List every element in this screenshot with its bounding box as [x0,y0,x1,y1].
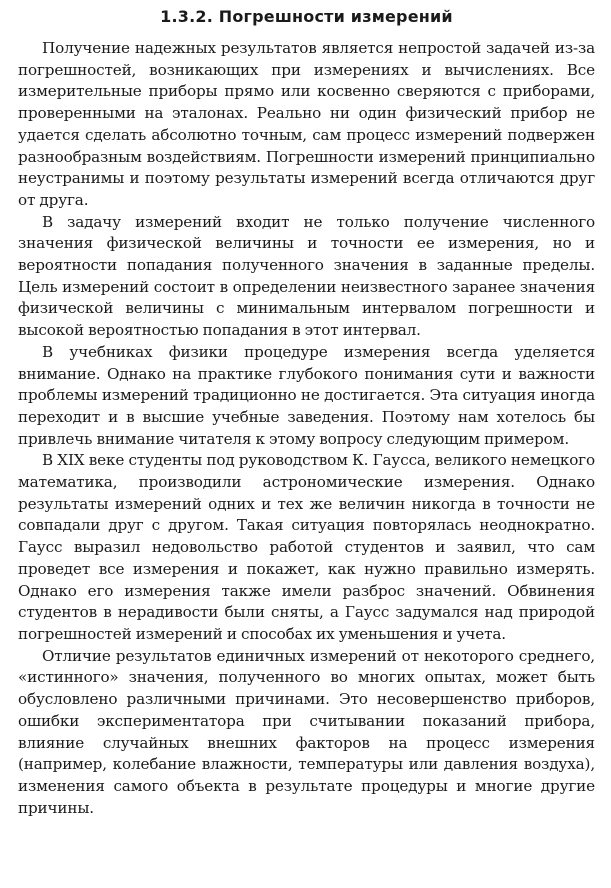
paragraph-measurement-errors: Получение надежных результатов является непростой задачей из-за погрешностей, возникающих при измерениях и вычислениях. Все измерительные приборы прямо или косвенно сверяются с приборами, проверенными на эталонах. Реально ни один физический прибор не удается сделать абсолютно точным, сам процесс измерений подвержен разнообразным воздействиям. Погрешности измерений принципиально неустранимы и поэтому результаты измерений всегда отличаются друг от друга. [18,39,595,209]
paragraph-measurement-task: В задачу измерений входит не только получение численного значения физической величины и точности ее измерения, но и вероятности попадания полученного значения в заданные пределы. Цель измерений состоит в определении неизвестного заранее значения физической величины с минимальным интервалом погрешности и высокой вероятностью попадания в этот интервал. [18,212,595,340]
section-title: 1.3.2. Погрешности измерений [160,7,453,26]
paragraph-error-causes: Отличие результатов единичных измерений от некоторого среднего, «истинного» значения, полученного во многих опытах, может быть обусловлено различными причинами. Это несовершенство приборов, ошибки экспериментатора при считывании показаний прибора, влияние случайных внешних факторов на процесс измерения (например, колебание влажности, температуры или давления воздуха), изменения самого объекта в результате процедуры и многие другие причины. [18,646,595,817]
paragraph-gauss-example: В XIX веке студенты под руководством К. Гаусса, великого немецкого математика, производили астрономические измерения. Однако результаты измерений одних и тех же величин никогда в точности не совпадали друг с другом. Такая ситуация повторялась неоднократно. Гаусс выразил недовольство работой студентов и заявил, что сам проведет все измерения и покажет, как нужно правильно измерять. Однако его измерения также имели разброс значений. Обвинения студентов в нерадивости были сняты, а Гаусс задумался над природой погрешностей измерений и способах их уменьшения и учета. [18,451,595,643]
book-page [18,6,595,882]
paragraph-physics-textbooks: В учебниках физики процедуре измерения всегда уделяется внимание. Однако на практике глубокого понимания сути и важности проблемы измерений традиционно не достигается. Эта ситуация иногда переходит и в высшие учебные заведения. Поэтому нам хотелось бы привлечь внимание читателя к этому вопросу следующим примером. [18,342,595,448]
